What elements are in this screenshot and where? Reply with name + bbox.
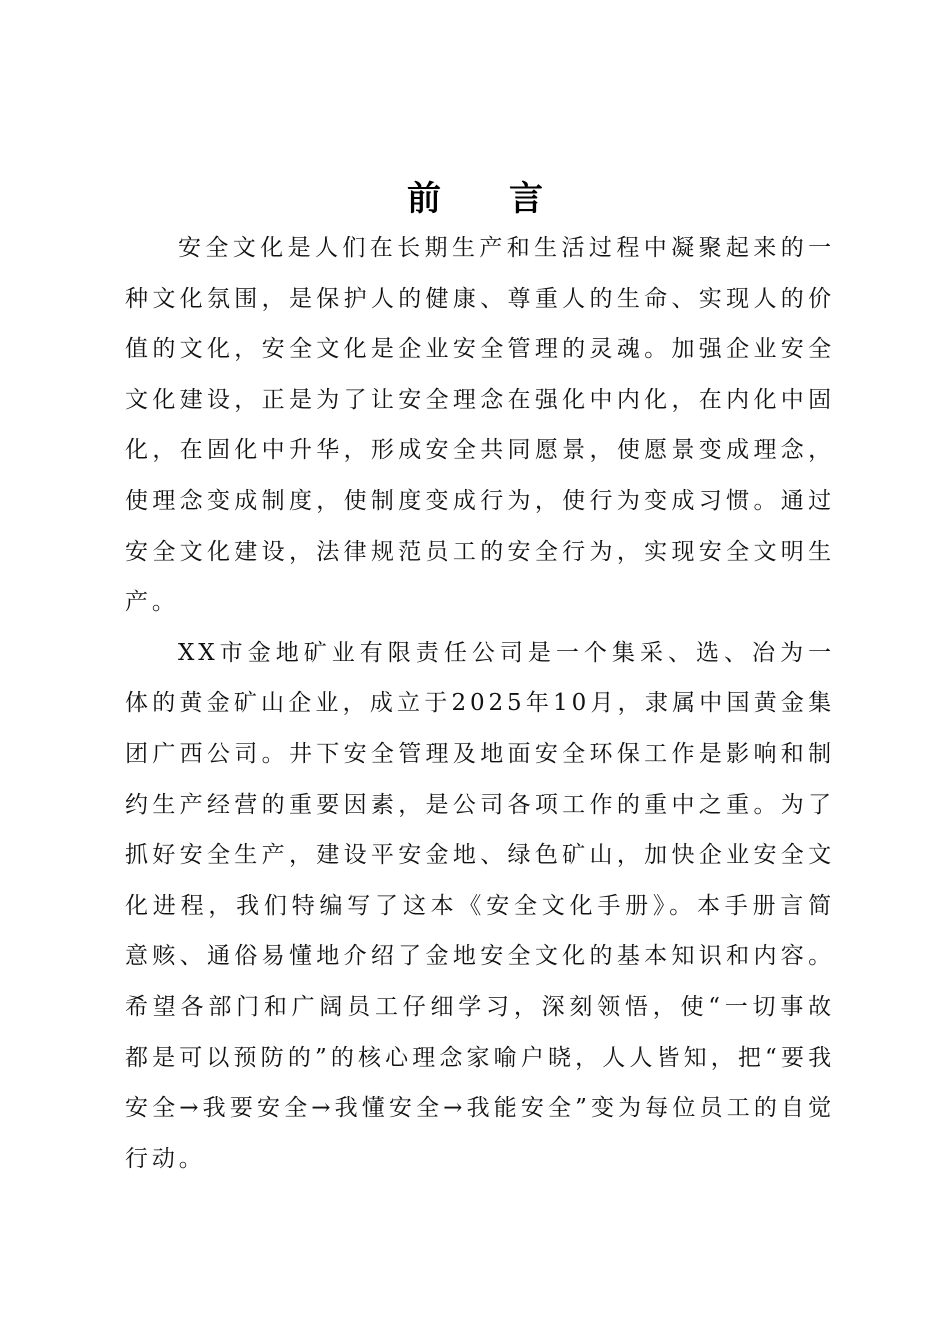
paragraph-intro: 安全文化是人们在长期生产和生活过程中凝聚起来的一种文化氛围，是保护人的健康、尊重人的生命、实现人的价值的文化，安全文化是企业安全管理的灵魂。加强企业安全文化建设，正是为了让安全理念在强化中内化，在内化中固化，在固化中升华，形成安全共同愿景，使愿景变成理念，使理念变成制度，使制度变成行为，使行为变成习惯。通过安全文化建设，法律规范员工的安全行为，实现安全文明生产。	[125, 235, 835, 616]
paragraph-company: XX市金地矿业有限责任公司是一个集采、选、冶为一体的黄金矿山企业，成立于2025年10月，隶属中国黄金集团广西公司。井下安全管理及地面安全环保工作是影响和制约生产经营的重要因素，是公司各项工作的重中之重。为了抓好安全生产，建设平安金地、绿色矿山，加快企业安全文化进程，我们特编写了这本《安全文化手册》。本手册言简意赅、通俗易懂地介绍了金地安全文化的基本知识和内容。希望各部门和广阔员工仔细学习，深刻领悟，使“一切事故都是可以预防的”的核心理念家喻户晓，人人皆知，把“要我安全→我要安全→我懂安全→我能安全”变为每位员工的自觉行动。	[125, 639, 835, 1172]
page-title: 前言	[407, 179, 611, 219]
document-body	[125, 223, 835, 1184]
